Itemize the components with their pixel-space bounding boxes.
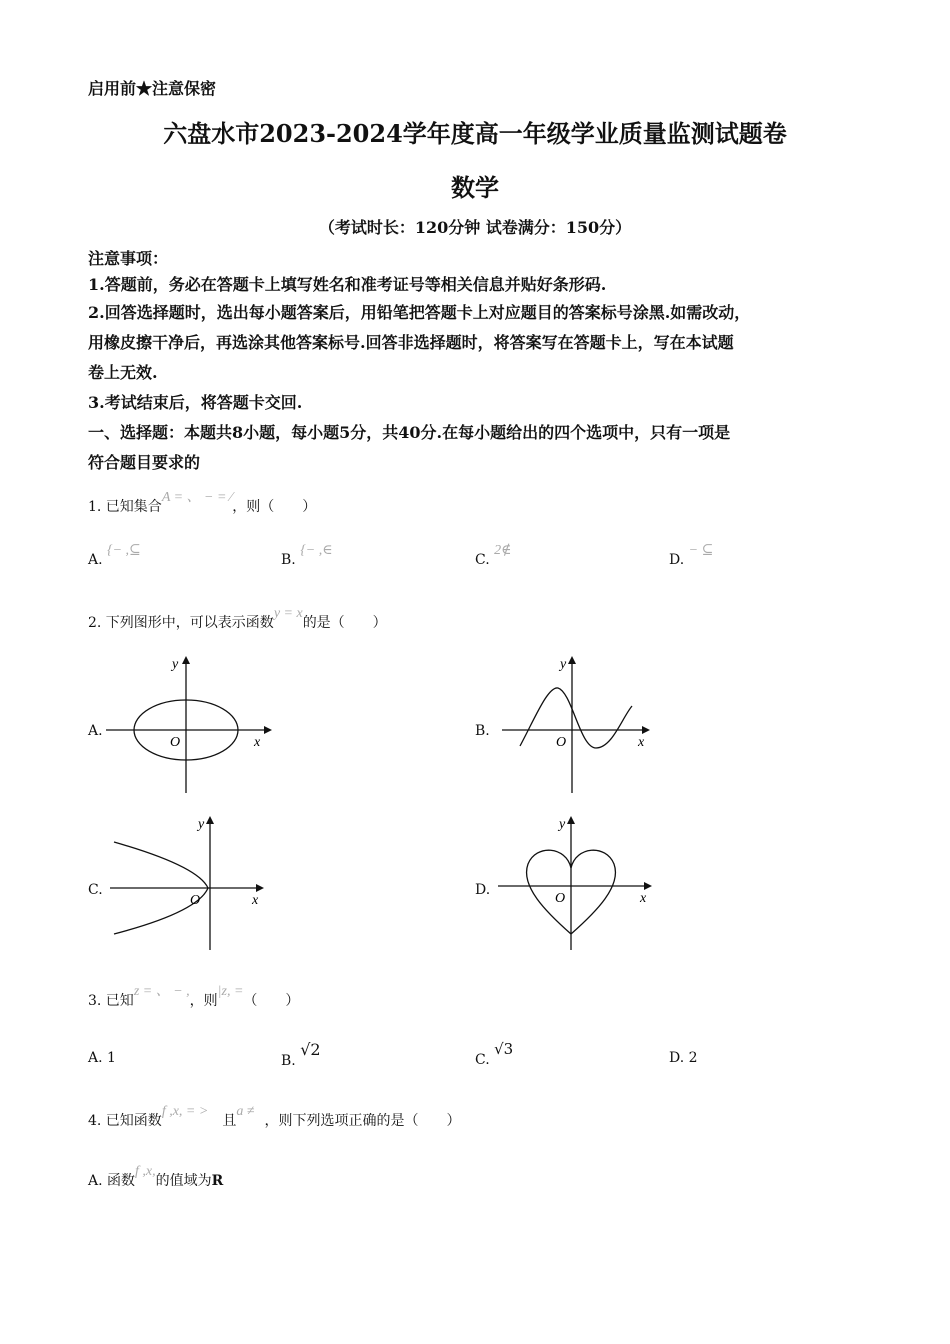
q1-stem-a: 1. 已知集合 — [88, 499, 162, 515]
svg-text:x: x — [638, 735, 645, 750]
graph-c-parabola — [108, 808, 273, 956]
graph-b-wave — [500, 648, 660, 798]
question-3: 3. 已知z = 、 − ,，则|z, =（ ） — [88, 984, 300, 1009]
question-1 — [88, 490, 317, 516]
note-3: 3.考试结束后，将答题卡交回. — [88, 393, 303, 412]
svg-text:x: x — [252, 893, 259, 908]
svg-text:y: y — [560, 657, 567, 672]
svg-text:O: O — [556, 735, 567, 750]
q3-option-c: C. √3 — [475, 1040, 514, 1068]
note-2-line-3: 卷上无效. — [88, 363, 158, 382]
confidential-label: 启用前★注意保密 — [88, 79, 217, 98]
note-2-line-1: 2.回答选择题时，选出每小题答案后，用铅笔把答题卡上对应题目的答案标号涂黑.如需改动， — [88, 303, 751, 322]
subject-title: 数学 — [451, 173, 499, 202]
question-2: 2. 下列图形中，可以表示函数y = x的是（ ） — [88, 606, 387, 631]
svg-text:y: y — [559, 817, 566, 832]
question-4: 4. 已知函数f ,x, = >且a ≠，则下列选项正确的是（ ） — [88, 1104, 461, 1129]
notes-heading: 注意事项： — [88, 249, 169, 268]
exam-title: 六盘水市2023-2024学年度高一年级学业质量监测试题卷 — [163, 119, 787, 148]
q1-math: A = 、 − = ⁄ — [161, 490, 233, 505]
q3-option-a: A. 1 — [88, 1050, 116, 1066]
q2-option-b-label: B. — [475, 723, 490, 739]
q2-option-c-label: C. — [88, 882, 103, 898]
q2-option-a-label: A. — [88, 723, 103, 739]
q2-option-d-label: D. — [475, 882, 491, 898]
note-2-line-2: 用橡皮擦干净后，再选涂其他答案标号.回答非选择题时，将答案写在答题卡上，写在本试题 — [88, 333, 734, 352]
origin-label: O — [170, 735, 181, 750]
q1-option-d: D. − ⊆ — [669, 543, 714, 568]
q1-option-a: A. {− ,⊆ — [88, 543, 141, 568]
exam-info: （考试时长：120分钟 试卷满分：150分） — [318, 218, 632, 237]
note-1: 1.答题前，务必在答题卡上填写姓名和准考证号等相关信息并贴好条形码. — [88, 275, 607, 294]
section-1-line-2: 符合题目要求的 — [88, 453, 201, 472]
q3-option-d: D. 2 — [669, 1050, 698, 1066]
svg-text:O: O — [190, 893, 201, 908]
svg-text:y: y — [198, 817, 205, 832]
q4-option-a: A. 函数f ,x,的值域为R — [88, 1164, 224, 1189]
svg-text:x: x — [640, 891, 647, 906]
q1-stem-b: ，则（ ） — [232, 499, 317, 515]
graph-a-ellipse — [104, 648, 274, 798]
svg-text:O: O — [555, 891, 566, 906]
graph-d-heart — [496, 808, 661, 956]
q1-option-c: C. 2∉ — [475, 543, 512, 568]
y-label: y — [172, 657, 179, 672]
q3-option-b: B. √2 — [281, 1040, 321, 1069]
x-label: x — [254, 735, 261, 750]
q1-option-b: B. {− ,∈ — [281, 543, 333, 568]
section-1-line-1: 一、选择题：本题共8小题，每小题5分，共40分.在每小题给出的四个选项中，只有一项是 — [88, 423, 731, 442]
